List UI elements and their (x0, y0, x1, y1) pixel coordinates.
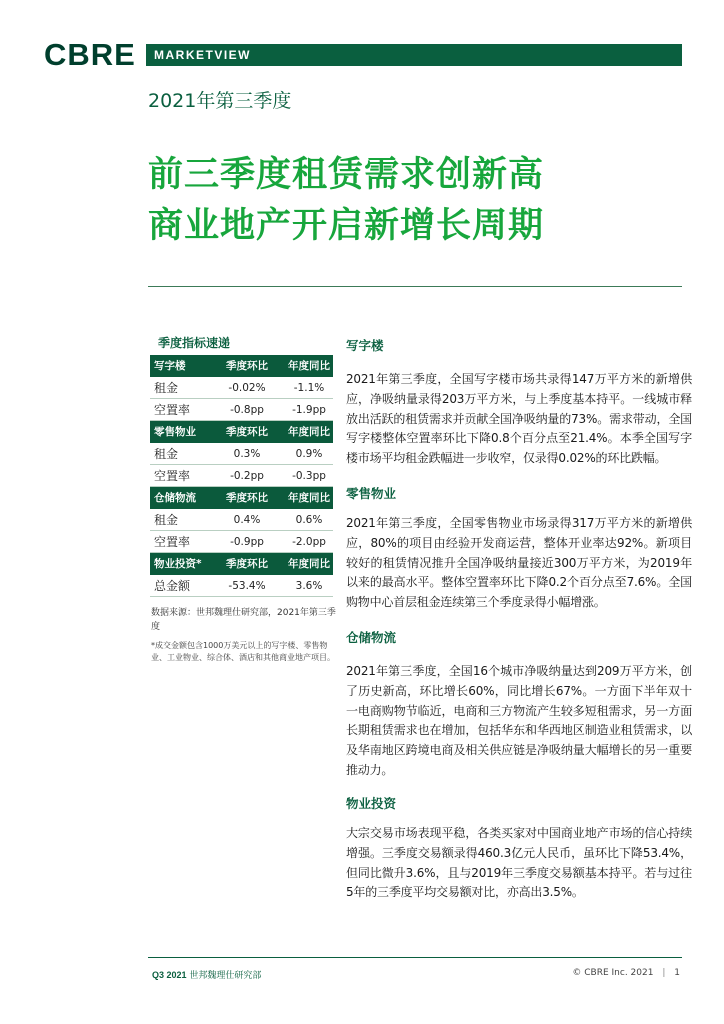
qoq-value: -53.4% (228, 580, 266, 592)
yoy-value: -2.0pp (292, 536, 326, 548)
footer-department: 世邦魏理仕研究部 (189, 971, 262, 981)
qoq-value: -0.8pp (230, 404, 264, 416)
cbre-logo: CBRE (44, 37, 136, 72)
group-name: 零售物业 (154, 426, 196, 438)
column-header-qoq: 季度环比 (226, 360, 268, 372)
section-body-office: 2021年第三季度，全国写字楼市场共录得147万平方米的新增供应，净吸纳量录得203万平方米，与上季度基本持平。一线城市释放出活跃的租赁需求并贡献全国净吸纳量的73%。需求带动，全国写字楼整体空置率环比下降0.8个百分点至21.4%。本季全国写字楼市场平均租金跌幅进一步收窄，仅录得0.02%的环比跌幅。 (346, 372, 692, 466)
yoy-value: 0.6% (295, 514, 323, 526)
report-period: 2021年第三季度 (148, 90, 292, 112)
footer-divider (148, 957, 682, 958)
column-header-yoy: 年度同比 (288, 492, 330, 504)
headline (148, 150, 668, 252)
row-label: 租金 (154, 381, 179, 395)
table-row (150, 377, 333, 399)
table-group-header (150, 355, 333, 377)
column-header-yoy: 年度同比 (288, 426, 330, 438)
group-name: 物业投资* (154, 558, 202, 570)
column-header-yoy: 年度同比 (288, 558, 330, 570)
section-heading-logistics: 仓储物流 (346, 630, 397, 645)
table-group-header (150, 421, 333, 443)
row-label: 租金 (154, 447, 179, 461)
data-source-note: 数据来源：世邦魏理仕研究部，2021年第三季度 (151, 608, 336, 632)
footer-right: © CBRE Inc. 2021 | 1 (572, 968, 680, 978)
section-heading-retail: 零售物业 (346, 486, 397, 501)
qoq-value: -0.02% (228, 382, 266, 394)
metrics-table-title: 季度指标速递 (158, 336, 231, 350)
table-row (150, 509, 333, 531)
section-body-investment: 大宗交易市场表现平稳，各类买家对中国商业地产市场的信心持续增强。三季度交易额录得460.3亿元人民币，虽环比下降53.4%，但同比微升3.6%，且与2019年三季度交易额基本持平。若与过往5年的三季度平均交易额对比，亦高出3.5%。 (346, 826, 692, 900)
column-header-yoy: 年度同比 (288, 360, 330, 372)
section-heading-office: 写字楼 (346, 338, 384, 353)
metrics-table (150, 355, 333, 597)
table-row (150, 575, 333, 597)
table-row (150, 531, 333, 553)
group-name: 仓储物流 (154, 492, 196, 504)
column-header-qoq: 季度环比 (226, 492, 268, 504)
yoy-value: -1.9pp (292, 404, 326, 416)
table-row (150, 399, 333, 421)
page-number: 1 (674, 968, 680, 978)
table-group-header (150, 487, 333, 509)
qoq-value: 0.4% (233, 514, 261, 526)
qoq-value: -0.9pp (230, 536, 264, 548)
footer-left (152, 968, 261, 981)
table-row (150, 465, 333, 487)
yoy-value: -1.1% (293, 382, 325, 394)
yoy-value: -0.3pp (292, 470, 326, 482)
headline-line-1: 前三季度租赁需求创新高 (148, 155, 545, 195)
group-name: 写字楼 (154, 360, 186, 372)
table-row (150, 443, 333, 465)
section-body-retail: 2021年第三季度，全国零售物业市场录得317万平方米的新增供应，80%的项目由经验开发商运营，整体开业率达92%。新项目较好的租赁情况推升全国净吸纳量接近300万平方米，为2019年以来的最高水平。整体空置率环比下降0.2个百分点至7.6%。全国购物中心首层租金连续第三个季度录得小幅增涨。 (346, 516, 692, 610)
qoq-value: 0.3% (233, 448, 261, 460)
section-body-logistics: 2021年第三季度，全国16个城市净吸纳量达到209万平方米，创了历史新高，环比增长60%，同比增长67%。一方面下半年双十一电商购物节临近，电商和三方物流产生较多短租需求，另一方面长期租赁需求也在增加，包括华东和华西地区制造业租赁需求，以及华南地区跨境电商及相关供应链是净吸纳量大幅增长的另一重要推动力。 (346, 664, 692, 777)
yoy-value: 3.6% (295, 580, 323, 592)
row-label: 租金 (154, 513, 179, 527)
footer-copyright: © CBRE Inc. 2021 (572, 968, 654, 978)
row-label: 空置率 (154, 535, 191, 549)
section-heading-investment: 物业投资 (346, 796, 397, 811)
header-divider (148, 286, 682, 287)
yoy-value: 0.9% (295, 448, 323, 460)
row-label: 空置率 (154, 469, 191, 483)
column-header-qoq: 季度环比 (226, 426, 268, 438)
footer-quarter-code: Q3 2021 (152, 970, 187, 980)
qoq-value: -0.2pp (230, 470, 264, 482)
column-header-qoq: 季度环比 (226, 558, 268, 570)
footnote: *成交金额包含1000万美元以上的写字楼、零售物业、工业物业、综合体、酒店和其他商业地产项目。 (151, 641, 335, 662)
row-label: 空置率 (154, 403, 191, 417)
marketview-banner: MARKETVIEW (146, 44, 682, 66)
row-label: 总金额 (154, 579, 191, 593)
headline-line-2: 商业地产开启新增长周期 (148, 206, 545, 246)
table-group-header (150, 553, 333, 575)
